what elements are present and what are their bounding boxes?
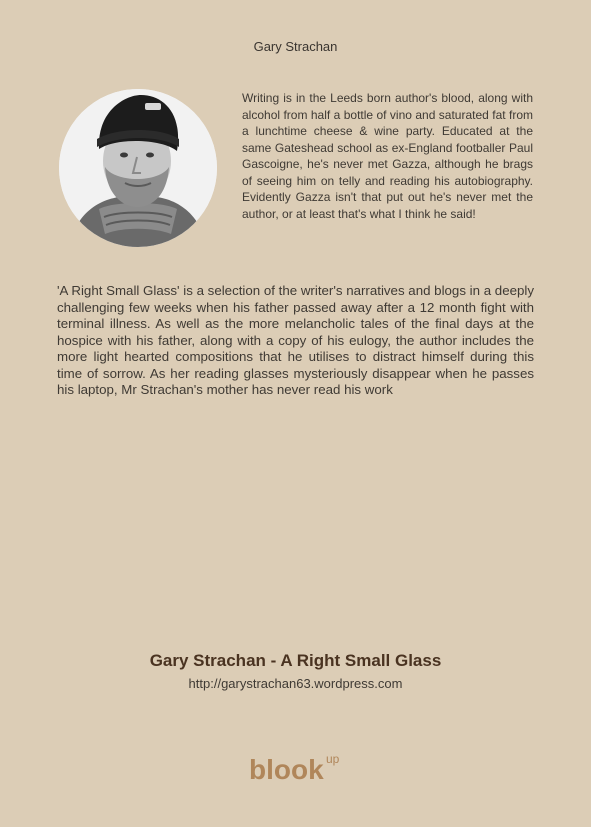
- logo-superscript: up: [326, 752, 340, 766]
- author-website-link[interactable]: http://garystrachan63.wordpress.com: [188, 676, 403, 691]
- blookup-logo: [249, 748, 345, 788]
- author-portrait: [59, 89, 217, 247]
- book-title: Gary Strachan - A Right Small Glass: [149, 651, 442, 670]
- book-synopsis: 'A Right Small Glass' is a selection of the writer's narratives and blogs in a deeply challenging few weeks when his father passed away after a 12 month fight with terminal illness. As well as the more melancholic tales of the final days at the hospice with his father, along with a copy of his eulogy, the author includes the more light hearted compositions that he utilises to distract himself during this time of sorrow. As her reading glasses mysteriously disappear when he passes his laptop, Mr Strachan's mother has never read his work: [57, 283, 534, 397]
- author-name-header: Gary Strachan: [253, 39, 338, 54]
- author-photo-illustration: [59, 89, 217, 247]
- author-bio: Writing is in the Leeds born author's blood, along with alcohol from half a bottle of vino and saturated fat from a lunchtime cheese & wine party. Educated at the same Gateshead school as ex-England footballer Paul Gascoigne, he's never met Gazza, although he brags of seeing him on telly and reading his autobiography. Evidently Gazza isn't that put out he's never met the author, or at least that's what I think he said!: [242, 91, 533, 221]
- logo-wordmark: blook: [249, 754, 324, 785]
